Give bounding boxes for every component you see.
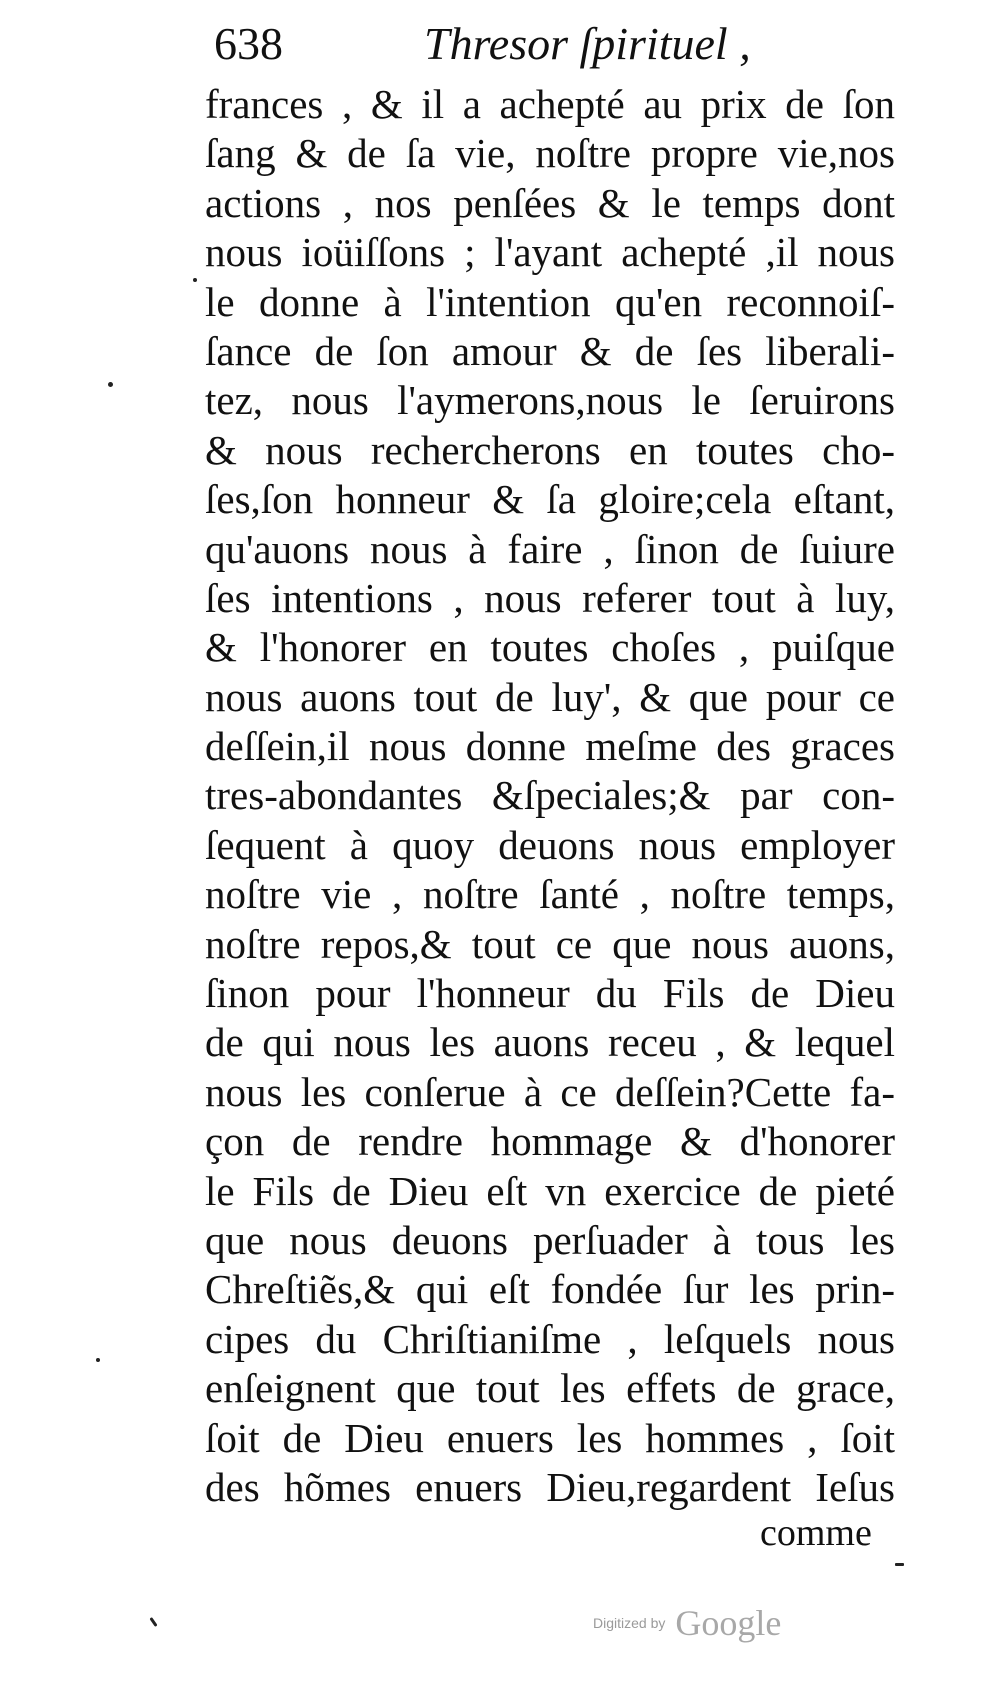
scan-speck: [149, 1617, 157, 1627]
page-number: 638: [214, 18, 283, 69]
text-line: nous ioüiſſons ; l'ayant achepté ,il nous: [205, 229, 895, 276]
scan-speck: [895, 1563, 904, 1566]
text-line: que nous deuons perſuader à tous les: [205, 1216, 895, 1263]
body-text: [205, 80, 895, 1512]
text-line: le Fils de Dieu eſt vn exercice de pieté: [205, 1167, 895, 1214]
catchword: comme: [760, 1512, 872, 1554]
text-line: des hõmes enuers Dieu,regardent Ieſus: [205, 1463, 895, 1510]
text-line: ſes intentions , nous referer tout à luy,: [205, 574, 895, 621]
text-line: ſes,ſon honneur & ſa gloire;cela eſtant,: [205, 476, 895, 523]
running-title: Thresor ſpirituel ,: [424, 18, 751, 69]
text-line: ſoit de Dieu enuers les hommes , ſoit: [205, 1414, 895, 1461]
text-line: enſeignent que tout les effets de grace,: [205, 1365, 895, 1412]
text-line: cipes du Chriſtianiſme , leſquels nous: [205, 1315, 895, 1362]
text-line: tez, nous l'aymerons,nous le ſeruirons: [205, 377, 895, 424]
text-line: nous auons tout de luy', & que pour ce: [205, 673, 895, 720]
text-line: noſtre vie , noſtre ſanté , noſtre temps,: [205, 871, 895, 918]
text-line: & l'honorer en toutes choſes , puiſque: [205, 624, 895, 671]
text-line: nous les conſerue à ce deſſein?Cette fa-: [205, 1068, 895, 1115]
scan-speck: [108, 382, 113, 387]
digitized-watermark: [593, 1602, 781, 1644]
text-line: deſſein,il nous donne meſme des graces: [205, 723, 895, 770]
text-line: frances , & il a achepté au prix de ſon: [205, 81, 895, 127]
text-line: Chreſtiẽs,& qui eſt fondée ſur les prin-: [205, 1266, 895, 1313]
scan-speck: [96, 1358, 100, 1362]
text-line: de qui nous les auons receu , & lequel: [205, 1019, 895, 1066]
text-line: actions , nos penſées & le temps dont: [205, 179, 895, 226]
text-line: tres-abondantes &ſpeciales;& par con-: [205, 772, 895, 819]
text-line: ſang & de ſa vie, noſtre propre vie,nos: [205, 130, 895, 177]
text-line: & nous rechercherons en toutes cho-: [205, 426, 895, 473]
text-line: noſtre repos,& tout ce que nous auons,: [205, 920, 895, 967]
page-header: [214, 12, 754, 76]
text-line: ſequent à quoy deuons nous employer: [205, 821, 895, 868]
scan-speck: [193, 278, 197, 282]
text-line: çon de rendre hommage & d'honorer: [205, 1118, 895, 1165]
text-line: ſance de ſon amour & de ſes liberali-: [205, 327, 895, 374]
text-line: qu'auons nous à faire , ſinon de ſuiure: [205, 525, 895, 572]
watermark-prefix: Digitized by: [593, 1615, 666, 1631]
google-logo: Google: [675, 1603, 782, 1643]
text-line: le donne à l'intention qu'en reconnoiſ-: [205, 278, 895, 325]
text-line: ſinon pour l'honneur du Fils de Dieu: [205, 970, 895, 1017]
